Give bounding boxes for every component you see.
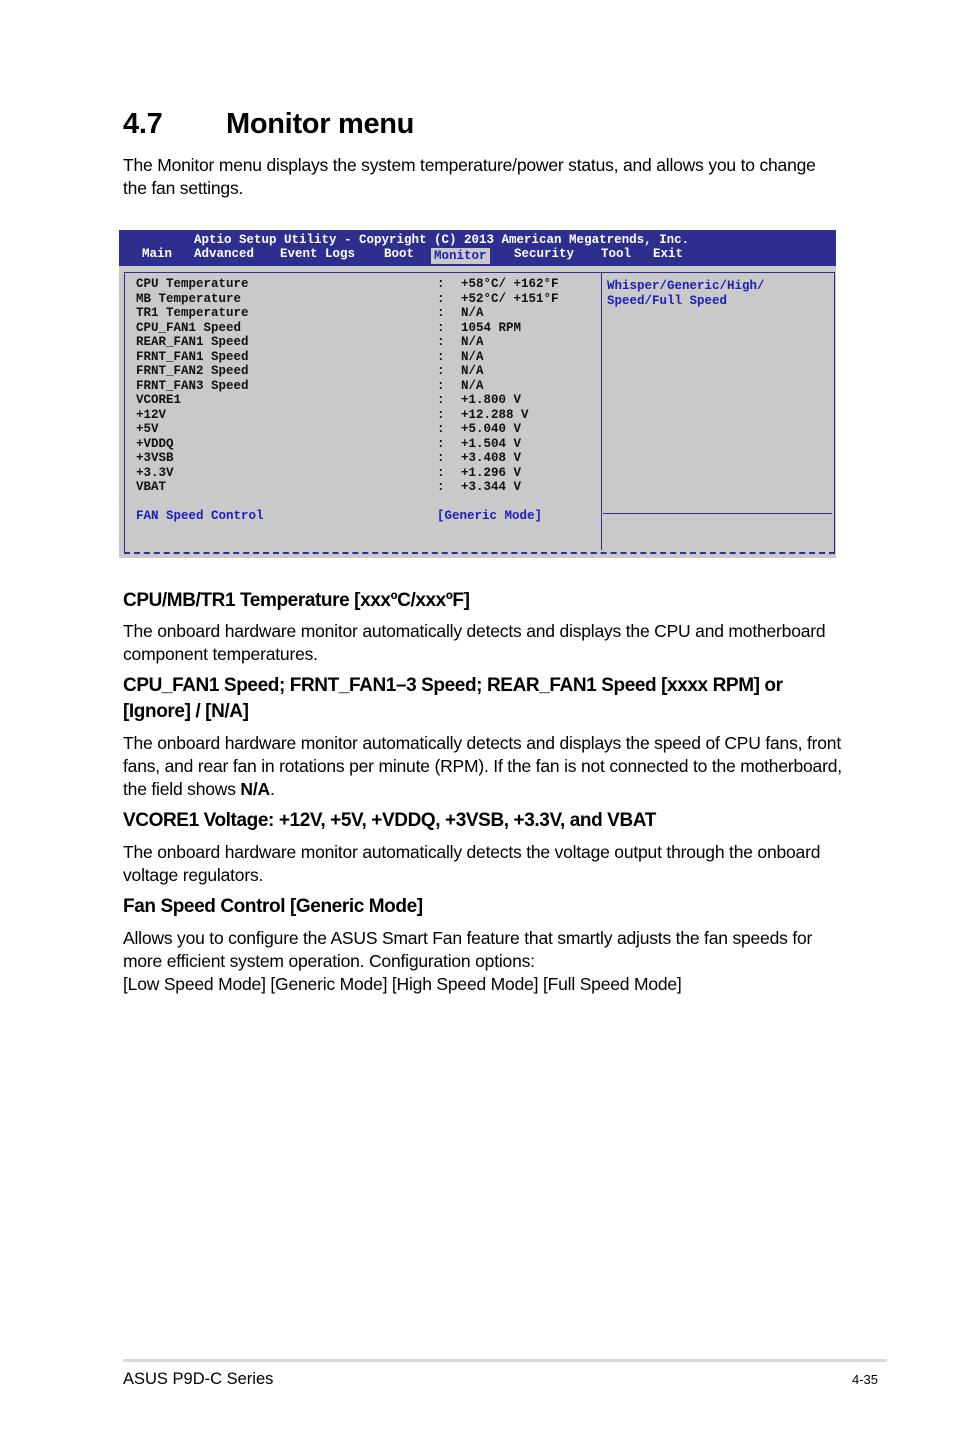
row-value: +1.800 V [461, 393, 522, 407]
row-value: +58°C/ +162°F [461, 277, 559, 291]
row-value: N/A [461, 349, 484, 364]
row-sep: : [437, 291, 445, 306]
bios-row [136, 393, 596, 408]
bios-dashed-border [124, 552, 835, 554]
section-heading [123, 108, 414, 141]
row-sep: : [437, 378, 445, 393]
bios-tab-advanced[interactable]: Advanced [194, 247, 255, 261]
item-body-temperature: The onboard hardware monitor automatically detects and displays the CPU and motherboard component temperatures. [123, 621, 826, 664]
bios-row [136, 437, 596, 452]
row-value: N/A [461, 306, 484, 320]
bios-help-panel [607, 279, 822, 308]
bios-row [136, 350, 596, 365]
row-sep: : [437, 335, 445, 349]
bios-tab-exit[interactable]: Exit [653, 247, 684, 261]
bios-row [136, 335, 596, 350]
row-sep: : [437, 465, 445, 480]
item-heading-voltage: VCORE1 Voltage: +12V, +5V, +VDDQ, +3VSB, +3.3V, and VBAT [123, 810, 656, 831]
row-value: N/A [461, 378, 484, 393]
row-sep: : [437, 422, 445, 436]
bios-sensor-list [136, 277, 596, 524]
row-sep: : [437, 277, 445, 291]
row-value: +1.296 V [461, 465, 522, 480]
row-sep: : [437, 451, 445, 465]
row-label: +VDDQ [136, 436, 174, 451]
row-label: FRNT_FAN2 Speed [136, 364, 249, 378]
row-label: +3.3V [136, 465, 174, 480]
help-line: Whisper/Generic/High/ [607, 279, 765, 293]
item-body-voltage: The onboard hardware monitor automatically detects the voltage output through the onboard voltage regulators. [123, 842, 821, 885]
row-sep: : [437, 436, 445, 451]
bios-tab-event-logs[interactable]: Event Logs [280, 247, 356, 261]
body-end: . [269, 779, 275, 799]
bios-tab-security[interactable]: Security [514, 247, 575, 261]
bios-help-divider [603, 513, 832, 514]
bios-row [136, 292, 596, 307]
bios-screenshot [119, 230, 836, 558]
row-label: VBAT [136, 480, 167, 494]
row-sep: : [437, 480, 445, 494]
item-heading-temperature: CPU/MB/TR1 Temperature [xxxºC/xxxºF] [123, 590, 470, 611]
row-sep: : [437, 349, 445, 364]
bios-row [136, 321, 596, 336]
item-options-fan-control: [Low Speed Mode] [Generic Mode] [High Speed Mode] [Full Speed Mode] [123, 974, 682, 994]
bios-row [136, 364, 596, 379]
bios-tab-tool[interactable]: Tool [601, 247, 632, 261]
fan-control-label: FAN Speed Control [136, 509, 264, 523]
item-body-fan-speed [123, 732, 843, 801]
row-label: REAR_FAN1 Speed [136, 335, 249, 349]
bios-row [136, 466, 596, 481]
item-heading-fan-speed: CPU_FAN1 Speed; FRNT_FAN1–3 Speed; REAR_FAN1 Speed [xxxx RPM] or [Ignore] / [N/A] [123, 675, 783, 722]
row-label: +5V [136, 422, 159, 436]
row-value: N/A [461, 364, 484, 378]
bios-row [136, 306, 596, 321]
section-title: Monitor menu [226, 108, 415, 140]
row-label: +3VSB [136, 451, 174, 465]
body-bold: N/A [240, 779, 270, 799]
row-label: TR1 Temperature [136, 306, 249, 320]
row-sep: : [437, 320, 445, 335]
bios-row [136, 480, 596, 495]
row-sep: : [437, 364, 445, 378]
row-label: CPU_FAN1 Speed [136, 320, 242, 335]
bios-tab-monitor[interactable]: Monitor [431, 248, 490, 264]
row-label: MB Temperature [136, 291, 242, 306]
bios-row [136, 277, 596, 292]
item-heading-fan-control: Fan Speed Control [Generic Mode] [123, 896, 423, 917]
row-value: +3.344 V [461, 480, 522, 494]
row-value: +52°C/ +151°F [461, 291, 559, 306]
bios-row [136, 451, 596, 466]
section-number: 4.7 [123, 108, 163, 140]
body-text: The onboard hardware monitor automatically detects and displays the speed of CPU fans, front fans, and rear fan in rotations per minute (RPM). If the fan is not connected to the motherboard, the field shows [123, 733, 842, 799]
row-value: +12.288 V [461, 407, 529, 422]
bios-title: Aptio Setup Utility - Copyright (C) 2013 American Megatrends, Inc. [194, 233, 690, 247]
row-value: 1054 RPM [461, 320, 522, 335]
footer-page-number: 4-35 [852, 1372, 879, 1387]
fan-control-value: [Generic Mode] [437, 509, 543, 523]
item-body-fan-control: Allows you to configure the ASUS Smart Fan feature that smartly adjusts the fan speeds for more efficient system operation. Configuration options: [123, 928, 813, 971]
row-label: FRNT_FAN1 Speed [136, 349, 249, 364]
section-intro: The Monitor menu displays the system temperature/power status, and allows you to change the fan settings. [123, 155, 816, 198]
bios-row [136, 408, 596, 423]
bios-row [136, 379, 596, 394]
bios-row-spacer [136, 495, 596, 510]
row-value: +1.504 V [461, 436, 522, 451]
bios-tab-boot[interactable]: Boot [384, 247, 415, 261]
row-label: VCORE1 [136, 393, 182, 407]
row-sep: : [437, 393, 445, 407]
bios-divider [601, 272, 602, 550]
bios-header [119, 230, 836, 266]
footer-series: ASUS P9D-C Series [123, 1370, 274, 1388]
row-label: +12V [136, 407, 167, 422]
bios-row [136, 422, 596, 437]
row-sep: : [437, 407, 445, 422]
footer-rule [123, 1359, 887, 1362]
fan-speed-control-item[interactable] [136, 509, 596, 524]
row-label: CPU Temperature [136, 277, 249, 291]
row-sep: : [437, 306, 445, 320]
row-value: +3.408 V [461, 451, 522, 465]
row-value: N/A [461, 335, 484, 349]
row-value: +5.040 V [461, 422, 522, 436]
help-line: Speed/Full Speed [607, 293, 728, 308]
row-label: FRNT_FAN3 Speed [136, 378, 249, 393]
bios-tab-main[interactable]: Main [142, 247, 173, 261]
